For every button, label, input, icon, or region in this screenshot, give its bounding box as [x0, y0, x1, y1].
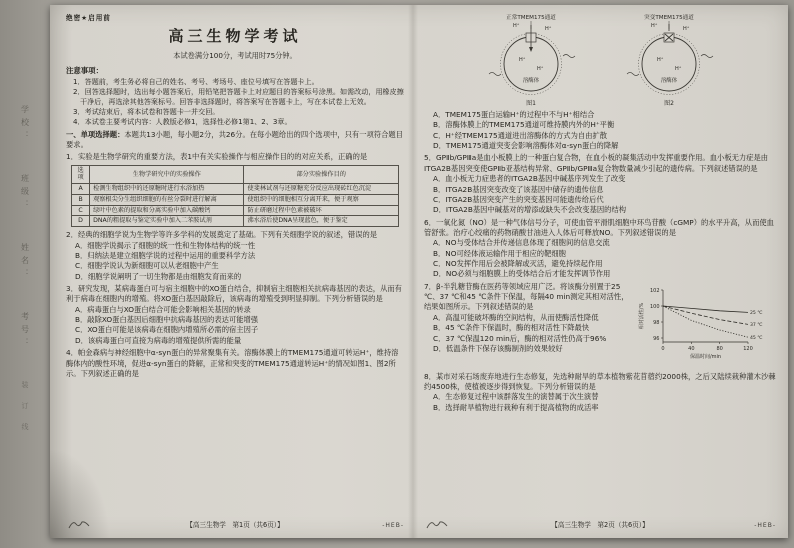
h-plus-label: H⁺: [545, 26, 552, 32]
cell-purpose: 沸水浴后使DNA呈现蓝色，便于鉴定: [244, 216, 398, 227]
svg-text:40: 40: [688, 345, 695, 352]
h-plus-label: H⁺: [675, 66, 682, 72]
question-3-option-b: B．敲除XO蛋白基因后细胞中抗病毒基因的表达可能增强: [75, 315, 259, 325]
table-row: [72, 184, 399, 195]
question-1-table: [71, 165, 399, 228]
table-header-operation: 生物学研究中的实验操作: [90, 165, 244, 184]
question-7: [424, 282, 776, 370]
question-3-stem: 3．研究发现，某病毒蛋白可与宿主细胞中的XO蛋白结合，抑制宿主细胞相关抗病毒基因的表达，从而有利于病毒在细胞内的增殖。将XO蛋白基因敲除后，该病毒的增殖受到明显抑制。下列分析错误的是: [66, 283, 402, 304]
cell-purpose: 防止研磨过程中色素被破坏: [244, 205, 398, 216]
question-3-option-a: A．病毒蛋白与XO蛋白结合可能会影响相关基因的转录: [75, 304, 251, 314]
question-8-stem: 8．某市对采石场废弃地进行生态修复，先选种耐旱的草本植物紫花苜蓿约2000株，之后又陆续栽种灌木沙棘约4500株，使植被逐步得到恢复。下列分析错误的是: [424, 371, 776, 392]
question-3-option-c: C．XO蛋白可能是该病毒在细胞内增殖所必需的宿主因子: [75, 325, 259, 335]
page-2-footer: [424, 519, 776, 532]
notice-item-1: 1．答题前，考生务必将自己的姓名、考号、考场号、座位号填写在答题卡上。: [73, 77, 319, 86]
question-2-option-a: A．细胞学说揭示了细胞的统一性和生物体结构的统一性: [75, 240, 256, 250]
question-2-option-b: B．归纳法是建立细胞学说的过程中运用的重要科学方法: [75, 250, 256, 260]
question-7-option-c: C．37 ℃保温120 min后，酶的相对活性仍高于96%: [433, 333, 607, 343]
question-8: [424, 372, 776, 413]
binding-line-label: 装订线: [21, 380, 29, 444]
page-1: [66, 12, 404, 532]
h-plus-label: H⁺: [513, 23, 520, 29]
signature-mark: [68, 519, 90, 531]
table-header-row: [72, 165, 399, 184]
h-plus-label: H⁺: [657, 57, 664, 63]
cell-option: B: [72, 194, 90, 205]
question-6-stem: 6．一氧化氮（NO）是一种气体信号分子，可使血管平滑肌细胞中环鸟苷酸（cGMP）的水平升高，从而使血管舒张。治疗心绞痛的药物硝酸甘油进入人体后可释放NO。下列叙述错误的是: [424, 217, 774, 237]
svg-text:98: 98: [653, 319, 660, 326]
question-2-stem: 2．经典的细胞学说为生物学等许多学科的发展奠定了基础。下列有关细胞学说的叙述，错误的是: [66, 230, 378, 240]
cell-operation: 观察根尖分生组织细胞的有丝分裂时进行解离: [90, 194, 244, 205]
lysosome-diagram-normal: [471, 12, 591, 108]
table-row: [72, 216, 399, 227]
question-3-option-d: D．该病毒蛋白可直接为病毒的增殖提供所需的能量: [75, 335, 242, 345]
svg-text:37 ℃: 37 ℃: [750, 322, 763, 328]
page-2-footer-text: 【高三生物学 第2页（共6页）】: [551, 521, 649, 529]
question-7-option-a: A．高温可能破坏酶的空间结构，从而使酶活性降低: [433, 312, 599, 322]
exam-paper: [50, 5, 788, 538]
h-flow-arrow: [529, 47, 533, 52]
cell-operation: 检测生物组织中的还原糖时进行水浴加热: [90, 184, 244, 195]
h-plus-label: H⁺: [683, 26, 690, 32]
question-5-option-a: A．血小板无力症患者的ITGA2B基因中碱基序列发生了改变: [433, 174, 626, 184]
cell-option: D: [72, 216, 90, 227]
fig1-caption: 图1: [526, 100, 536, 107]
question-7-option-b: B．45 ℃条件下保温时，酶的相对活性下降最快: [433, 323, 590, 333]
question-1: [66, 152, 404, 227]
svg-text:100: 100: [649, 303, 660, 310]
question-4-option-d: D．TMEM175通道突变会影响溶酶体对α-syn蛋白的降解: [433, 141, 619, 151]
h-plus-label: H⁺: [537, 66, 544, 72]
notice-heading: 注意事项：: [66, 66, 103, 75]
question-7-option-d: D．低温条件下保存该酶制剂的效果较好: [433, 343, 563, 353]
alpha-syn-squiggle: [489, 73, 501, 76]
question-4-figures: [424, 12, 776, 108]
section-1-heading-bold: 一、单项选择题：: [66, 129, 125, 139]
binding-field-number: 考号：: [20, 311, 30, 351]
question-6-option-b: B．NO可经体液运输作用于相应的靶细胞: [433, 248, 566, 258]
lysosome-label: 溶酶体: [522, 78, 540, 84]
fig2-caption: 图2: [664, 100, 674, 107]
question-6-option-c: C．NO发挥作用后会被降解或灭活，避免持续起作用: [433, 259, 603, 269]
question-7-stem: 7．β-半乳糖苷酶在医药等领域应用广泛。将该酶分别置于25 ℃、37 ℃和45 ℃条件下保温，每隔40 min测定其相对活性，结果如图所示。下列叙述错误的是: [424, 281, 629, 312]
svg-text:45 ℃: 45 ℃: [750, 335, 763, 341]
question-6-option-a: A．NO与受体结合并传递信息体现了细胞间的信息交流: [433, 238, 610, 248]
exam-title: 高三生物学考试: [168, 27, 302, 45]
h-plus-label: H⁺: [651, 23, 658, 29]
svg-text:保温时间/min: 保温时间/min: [689, 353, 722, 360]
question-4-options: [424, 110, 776, 151]
lysosome-label: 溶酶体: [660, 78, 678, 84]
fig1-title: 正常TMEM175通道: [506, 15, 556, 21]
table-row: [72, 205, 399, 216]
notice-item-3: 3．考试结束后，将本试卷和答题卡一并交回。: [73, 106, 220, 116]
question-4-option-a: A．TMEM175蛋白运输H⁺的过程中不与H⁺相结合: [433, 110, 595, 119]
question-1-stem: 1．实验是生物学研究的重要方法，表1中有关实验操作与相应操作目的的对应关系，正确的是: [66, 152, 368, 162]
h-plus-label: H⁺: [519, 57, 526, 63]
section-1-heading-rest: 本题共13小题，每小题2分，共26分。在每小题给出的四个选项中，只有一项符合题目要求。: [66, 129, 403, 149]
question-2: [66, 230, 404, 282]
alpha-syn-squiggle: [701, 55, 713, 58]
svg-text:相对活性/%: 相对活性/%: [639, 302, 645, 329]
cell-option: C: [72, 205, 90, 216]
question-5-stem: 5．GPⅡb/GPⅢa是血小板膜上的一种蛋白复合物，在血小板的凝集活动中发挥重要作用。血小板无力症是由ITGA2B基因突变使GPⅡb亚基结构异常、GPⅡb/GPⅢa复合物数量减少引起的遗传病。下列叙述错误的是: [424, 153, 769, 173]
page-gutter: [408, 5, 418, 538]
page-1-heb-mark: -HEB-: [382, 522, 404, 529]
notice-item-4: 4．本试卷主要考试内容：人教版必修1，选择性必修1第1、2、3章。: [73, 116, 292, 126]
cell-purpose: 使斐林试剂与还原糖充分反应出现砖红色沉淀: [244, 184, 398, 195]
table-header-purpose: 部分实验操作目的: [244, 165, 398, 184]
notice-item-2: 2．回答选择题时，选出每小题答案后，用铅笔把答题卡上对应题目的答案标号涂黑。如需改动，用橡皮擦干净后，再选涂其他答案标号。回答非选择题时，将答案写在答题卡上，写在本试卷上无效。: [73, 86, 404, 106]
exam-subtitle: 本试卷满分100分，考试用时75分钟。: [173, 51, 297, 60]
question-2-option-c: C．细胞学说认为新细胞可以从老细胞中产生: [75, 261, 219, 271]
question-3: [66, 284, 404, 346]
secrecy-note: 绝密★启用前: [66, 14, 111, 22]
cell-purpose: 使组织中的细胞相互分离开来，便于观察: [244, 194, 398, 205]
page-2: [424, 12, 776, 532]
signature-mark: [426, 519, 448, 531]
table-header-option: 选项: [72, 165, 90, 184]
question-4-option-b: B．溶酶体膜上的TMEM175通道可维持膜内外的H⁺平衡: [433, 120, 615, 130]
question-2-option-d: D．细胞学说阐明了一切生物都是由细胞发育而来的: [75, 271, 242, 281]
svg-text:0: 0: [661, 345, 665, 352]
svg-text:80: 80: [716, 345, 723, 352]
page-1-footer: [66, 519, 404, 532]
page-2-heb-mark: -HEB-: [754, 522, 776, 529]
cell-option: A: [72, 184, 90, 195]
cell-operation: DNA的粗提取与鉴定实验中加入二苯胺试剂: [90, 216, 244, 227]
section-1-heading: [66, 130, 404, 151]
binding-field-class: 班级：: [20, 173, 30, 213]
question-8-option-a: A．生态修复过程中该群落发生的演替属于次生演替: [433, 392, 599, 402]
table-row: [72, 194, 399, 205]
svg-text:25 ℃: 25 ℃: [750, 310, 763, 316]
question-5-option-d: D．ITGA2B基因中碱基对的增添或缺失不会改变基因的结构: [433, 205, 627, 215]
question-4-option-c: C．H⁺经TMEM175通道进出溶酶体的方式为自由扩散: [433, 130, 608, 140]
svg-text:96: 96: [653, 335, 660, 342]
question-4: [66, 348, 404, 379]
question-6-option-d: D．NO必须与细胞膜上的受体结合后才能发挥调节作用: [433, 269, 611, 279]
line-chart: [636, 282, 776, 368]
question-5-option-b: B．ITGA2B基因突变改变了该基因中储存的遗传信息: [433, 184, 604, 194]
svg-text:120: 120: [743, 345, 753, 352]
enzyme-activity-chart: [636, 282, 776, 368]
question-8-option-b: B．选择耐旱植物进行栽种有利于提高植物的成活率: [433, 402, 599, 412]
alpha-syn-squiggle: [563, 55, 575, 58]
question-4-stem: 4．帕金森病与神经细胞中α-syn蛋白的异常聚集有关。溶酶体膜上的TMEM175通道可转运H⁺，维持溶酶体内的酸性环境，促进α-syn蛋白的降解，正常和突变的TMEM175通道转运H⁺的情况如图1、图2所示。下列叙述正确的是: [66, 348, 399, 378]
alpha-syn-squiggle: [627, 73, 639, 76]
cell-operation: 绿叶中色素的提取和分离实验中加入碳酸钙: [90, 205, 244, 216]
question-5: [424, 153, 776, 215]
fig2-title: 突变TMEM175通道: [644, 15, 694, 21]
page-1-footer-text: 【高三生物学 第1页（共6页）】: [186, 521, 284, 529]
notice-block: [66, 65, 404, 127]
binding-field-school: 学校：: [20, 104, 30, 144]
svg-text:102: 102: [649, 287, 660, 294]
question-5-option-c: C．ITGA2B基因突变产生的突变基因可能遗传给后代: [433, 194, 604, 204]
lysosome-diagram-mutant: [609, 12, 729, 108]
question-6: [424, 218, 776, 280]
binding-field-name: 姓名：: [20, 242, 30, 282]
binding-strip: [0, 0, 50, 548]
